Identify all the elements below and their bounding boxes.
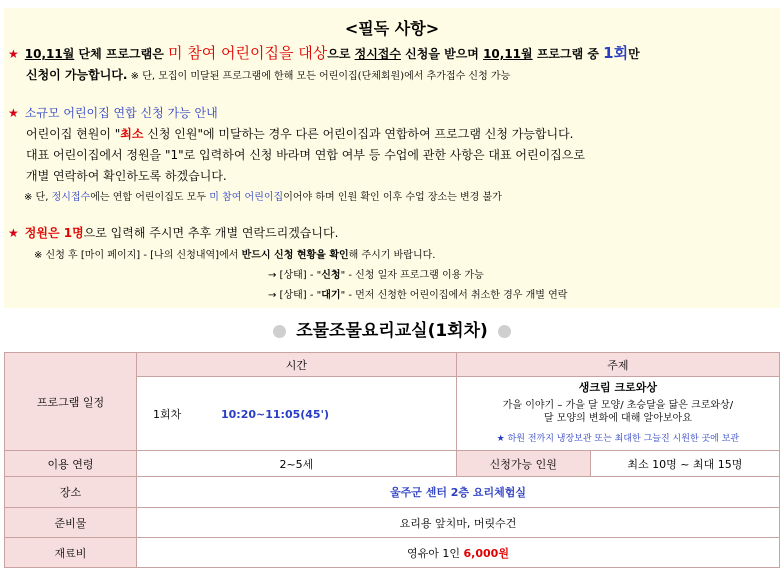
- place-value: 울주군 센터 2층 요리체험실: [137, 477, 780, 508]
- star-icon: ★: [8, 226, 19, 240]
- notice-heading: 소규모 어린이집 연합 신청 가능 안내: [24, 106, 218, 120]
- notice-item-2-line-1: [26, 125, 574, 142]
- notice-item-1-line-1: [8, 42, 640, 63]
- notice-text: 으로: [327, 47, 355, 61]
- notice-text: 해 주시기 바랍니다.: [348, 250, 436, 261]
- notice-highlight: 반드시 신청 현황을 확인: [241, 250, 349, 261]
- notice-highlight: 정시접수: [51, 192, 91, 203]
- notice-text: 으로 입력해 주시면 추후 개별 연락드리겠습니다.: [83, 226, 339, 240]
- topic-description: 달 모양의 변화에 대해 알아보아요: [543, 413, 692, 424]
- notice-item-3-line-4: [268, 286, 567, 301]
- circle-bullet-icon: [273, 325, 286, 338]
- notice-box: [4, 8, 780, 308]
- notice-text: ※ 신청 후 [마이 페이지] - [나의 신청내역]에서: [34, 250, 242, 261]
- notice-item-2-line-4: [24, 188, 502, 203]
- notice-text: 신청이 가능합니다.: [26, 68, 128, 82]
- star-icon: ★: [8, 47, 19, 61]
- notice-item-1-line-2: [26, 66, 510, 83]
- topic-title: 생크림 크로와상: [578, 381, 657, 394]
- capacity-label: 신청가능 인원: [456, 451, 590, 477]
- notice-text: → [상태] - ": [268, 270, 322, 281]
- fee-text: 영유아 1인: [407, 546, 464, 560]
- circle-bullet-icon: [498, 325, 511, 338]
- program-title: [0, 316, 784, 341]
- notice-highlight: 대기: [321, 290, 341, 301]
- notice-text: 신청 인원"에 미달하는 경우 다른 어린이집과 연합하여 프로그램 신청 가능합니다.: [143, 127, 574, 141]
- program-title-text: 조물조물요리교실(1회차): [296, 321, 488, 341]
- prep-value: 요리용 앞치마, 머릿수건: [137, 508, 780, 538]
- notice-text: 에는 연합 어린이집도 모두: [90, 192, 210, 203]
- notice-highlight: 정원은 1명: [24, 226, 84, 240]
- notice-text: 10,11월: [483, 47, 533, 61]
- schedule-topic-cell: [456, 377, 779, 451]
- topic-description: 가을 이야기 – 가을 달 모양/ 초승달을 닮은 크로와상/: [502, 400, 734, 411]
- notice-item-3-line-2: [34, 246, 435, 261]
- notice-text: 이어야 하며 인원 확인 이후 수업 장소는 변경 불가: [283, 192, 502, 203]
- notice-highlight: 미 참여 어린이집: [209, 192, 284, 203]
- schedule-time-cell: [137, 377, 457, 451]
- notice-note: ※ 단, 모집이 미달된 프로그램에 한해 모든 어린이집(단체회원)에서 추가접수 신청 가능: [127, 71, 511, 82]
- fee-amount: 6,000원: [463, 546, 509, 560]
- notice-text: ※ 단,: [24, 192, 52, 203]
- fee-label: 재료비: [5, 538, 137, 568]
- star-icon: ★: [8, 106, 19, 120]
- schedule-label: 프로그램 일정: [5, 353, 137, 451]
- notice-text: → [상태] - ": [268, 290, 322, 301]
- notice-highlight: 1회: [603, 44, 629, 62]
- notice-highlight: 신청: [321, 270, 341, 281]
- place-label: 장소: [5, 477, 137, 508]
- notice-text: " - 신청 일자 프로그램 이용 가능: [340, 270, 484, 281]
- notice-highlight: 최소: [120, 127, 144, 141]
- column-header-topic: 주제: [456, 353, 779, 377]
- session-time: 10:20~11:05(45'): [221, 407, 329, 421]
- notice-item-3-line-1: [8, 224, 338, 241]
- notice-text: 만: [628, 47, 640, 61]
- notice-text: 프로그램 중: [532, 47, 604, 61]
- notice-item-2-head: [8, 104, 218, 121]
- notice-text: 어린이집 현원이 ": [26, 127, 121, 141]
- notice-text: 정시접수: [354, 47, 401, 61]
- session-label: 1회차: [153, 407, 182, 421]
- age-value: 2~5세: [137, 451, 457, 477]
- age-label: 이용 연령: [5, 451, 137, 477]
- notice-text: 단체 프로그램은: [74, 47, 169, 61]
- notice-highlight: 미 참여 어린이집을 대상: [168, 44, 328, 62]
- notice-item-2-line-3: 개별 연락하여 확인하도록 하겠습니다.: [26, 169, 227, 183]
- notice-text: " - 먼저 신청한 어린이집에서 취소한 경우 개별 연락: [340, 290, 568, 301]
- notice-text: 신청을 받으며: [400, 47, 484, 61]
- fee-value: [137, 538, 780, 568]
- notice-item-2-line-2: 대표 어린이집에서 정원을 "1"로 입력하여 신청 바라며 연합 여부 등 수업에 관한 사항은 대표 어린이집으로: [26, 148, 585, 162]
- topic-note: ★ 하원 전까지 냉장보관 또는 최대한 그늘진 시원한 곳에 보관: [496, 434, 740, 444]
- notice-item-3-line-3: [268, 266, 484, 281]
- notice-title: <필독 사항>: [344, 19, 440, 38]
- program-info-table: [4, 352, 780, 568]
- notice-text: 10,11월: [24, 47, 75, 61]
- capacity-value: 최소 10명 ~ 최대 15명: [590, 451, 779, 477]
- column-header-time: 시간: [137, 353, 457, 377]
- prep-label: 준비물: [5, 508, 137, 538]
